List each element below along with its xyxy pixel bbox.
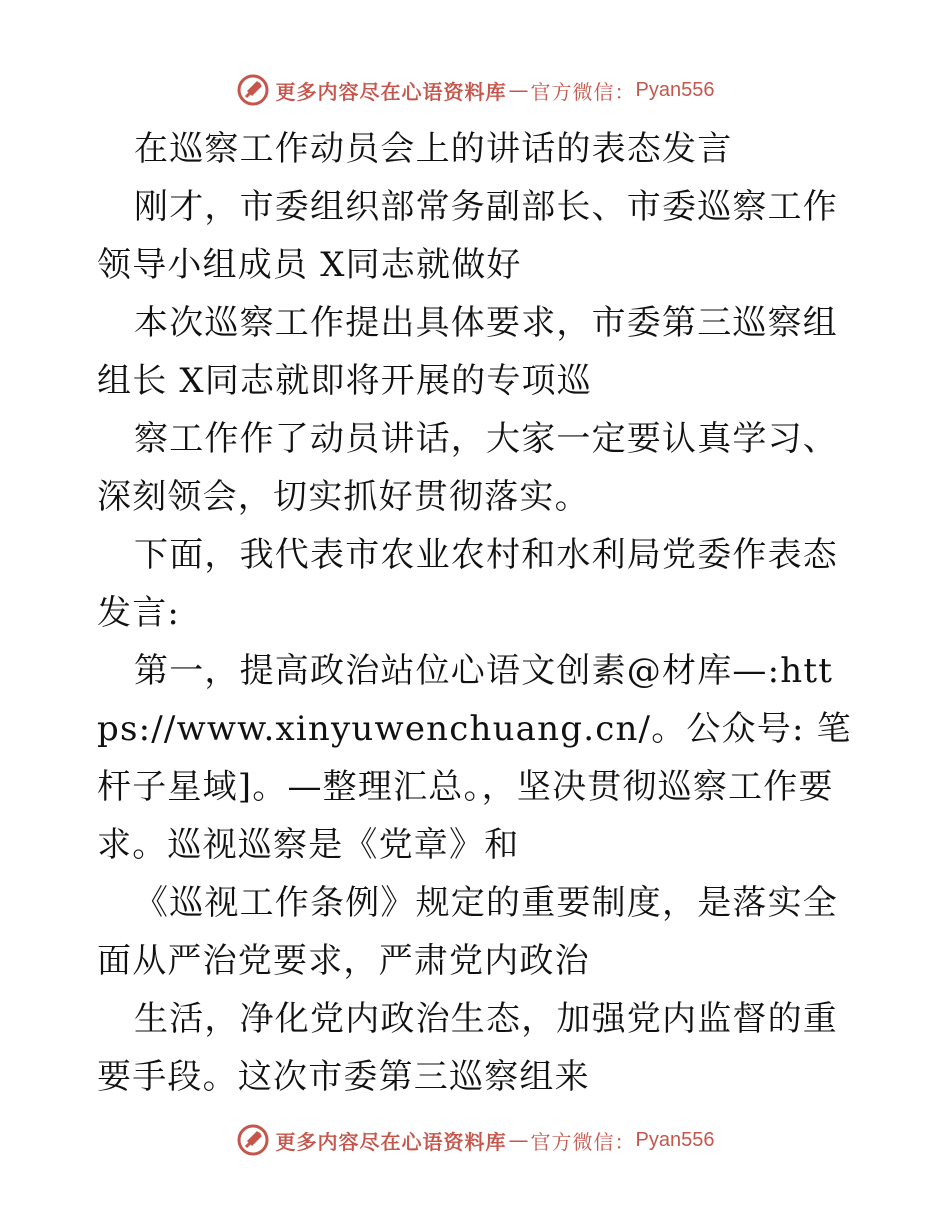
paragraph: 下面，我代表市农业农村和水利局党委作表态发言: bbox=[97, 535, 838, 633]
paragraph: 察工作作了动员讲话，大家一定要认真学习、深刻领会，切实抓好贯彻落实。 bbox=[97, 419, 838, 517]
paragraph: 生活，净化党内政治生态，加强党内监督的重要手段。这次市委第三巡察组来 bbox=[97, 999, 838, 1097]
paragraph: 《巡视工作条例》规定的重要制度，是落实全面从严治党要求，严肃党内政治 bbox=[97, 883, 838, 981]
banner-separator: — bbox=[508, 1128, 529, 1152]
document-body bbox=[97, 120, 853, 1106]
banner-separator: — bbox=[508, 78, 529, 102]
banner-wechat-id: Pyan556 bbox=[635, 78, 715, 101]
footer-banner bbox=[0, 1120, 950, 1160]
banner-wechat-label: 官方微信： bbox=[530, 79, 636, 104]
paragraph: 第一，提高政治站位心语文创素@材库—:https://www.xinyuwenchuang.cn/。公众号: 笔杆子星域]。—整理汇总。，坚决贯彻巡察工作要求。巡视巡察是《党章》和 bbox=[97, 651, 852, 865]
brand-logo-icon bbox=[236, 1123, 270, 1157]
banner-site-text: 更多内容尽在心语资料库 bbox=[275, 1129, 507, 1154]
header-banner bbox=[0, 70, 950, 110]
paragraph: 本次巡察工作提出具体要求，市委第三巡察组组长 X同志就即将开展的专项巡 bbox=[97, 303, 838, 401]
document-title: 在巡察工作动员会上的讲话的表态发言 bbox=[134, 129, 733, 169]
banner-wechat-label: 官方微信： bbox=[530, 1129, 636, 1154]
banner-wechat-id: Pyan556 bbox=[635, 1128, 715, 1151]
brand-logo-icon bbox=[236, 73, 270, 107]
paragraph: 刚才，市委组织部常务副部长、市委巡察工作领导小组成员 X同志就做好 bbox=[97, 187, 838, 285]
banner-site-text: 更多内容尽在心语资料库 bbox=[275, 79, 507, 104]
